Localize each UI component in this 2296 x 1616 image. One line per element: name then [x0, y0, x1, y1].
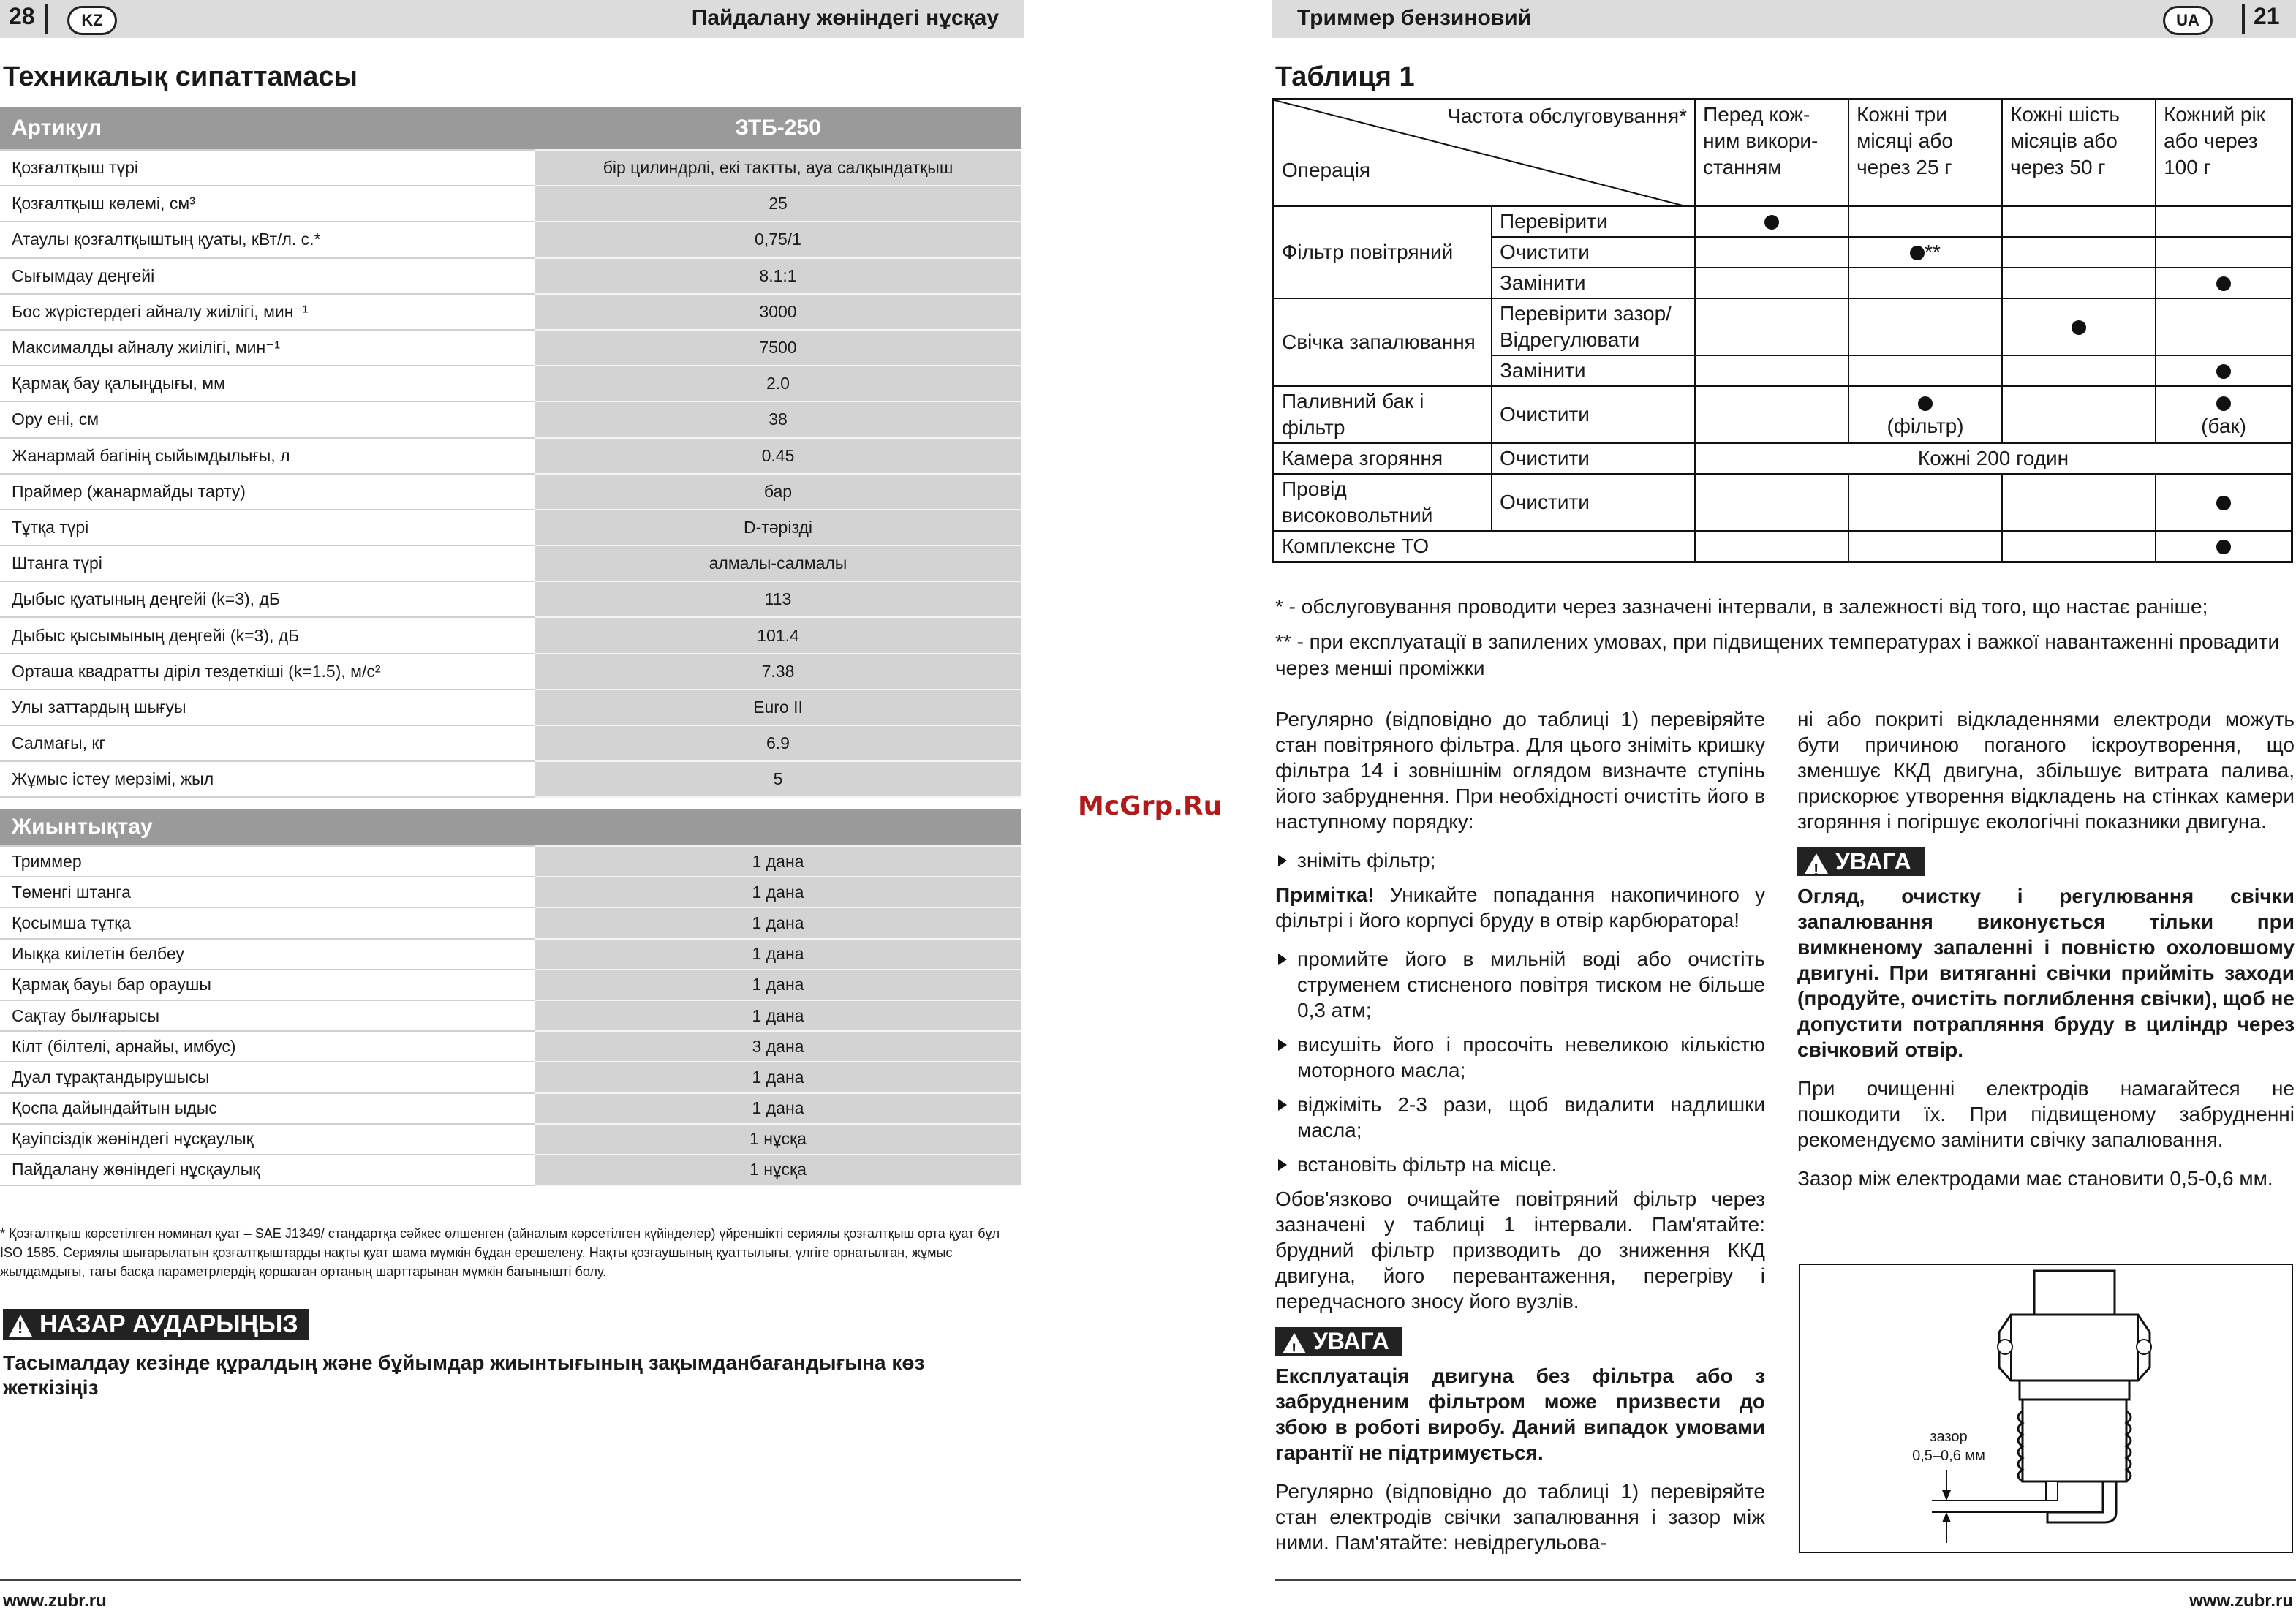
row-label: Пайдалану жөніндегі нұсқаулық	[0, 1155, 535, 1185]
spec-header-value: ЗТБ-250	[535, 107, 1021, 150]
row-label: Кілт (білтелі, арнайы, имбус)	[0, 1031, 535, 1062]
table-row	[0, 654, 1021, 690]
row-label: Қозғалтқыш көлемі, см³	[0, 186, 535, 222]
chamber-interval: Кожні 200 годин	[1695, 443, 2292, 474]
row-value: 1 дана	[535, 907, 1021, 938]
mark-cell	[1848, 237, 2002, 268]
row-label: Дыбыс қуатының деңгейі (k=3), дБ	[0, 581, 535, 617]
row-label-service: Комплексне ТО	[1274, 531, 1696, 562]
header-title: Триммер бензиновий	[1297, 6, 1532, 30]
kit-header-row	[0, 809, 1021, 846]
row-value: алмалы-салмалы	[535, 545, 1021, 581]
row-label: Штанга түрі	[0, 545, 535, 581]
col-yearly: Кожний рік або через 100 г	[2156, 99, 2292, 206]
table-row	[1274, 443, 2292, 474]
op-check: Перевірити	[1492, 206, 1695, 237]
mark-cell	[1695, 206, 1848, 237]
website-link[interactable]: www.zubr.ru	[3, 1591, 107, 1611]
row-value: 1 дана	[535, 846, 1021, 877]
spark-plug-figure	[1799, 1264, 2293, 1553]
note-text: Уникайте попадання накопичиного у фільтрі і його корпусі бруду в отвір карбюратора!	[1275, 883, 1765, 932]
header-divider	[2242, 4, 2245, 34]
website-link[interactable]: www.zubr.ru	[2189, 1591, 2293, 1611]
warning-label	[3, 1309, 309, 1340]
warning-label-text: УВАГА	[1835, 848, 1911, 875]
table-row	[0, 877, 1021, 907]
table-row	[0, 581, 1021, 617]
col-three-months: Кожні три місяці або через 25 г	[1848, 99, 2002, 206]
row-label: Тұтқа түрі	[0, 510, 535, 545]
tank-note: (бак)	[2201, 414, 2246, 437]
table-title: Таблиця 1	[1275, 61, 1415, 92]
table-row	[0, 761, 1021, 797]
note-single-star: * - обслуговування проводити через зазначені інтервали, в залежності від того, що настає раніше;	[1275, 595, 2208, 618]
text-column-1	[1275, 706, 1765, 1568]
table-row	[0, 1031, 1021, 1062]
row-label: Праймер (жанармайды тарту)	[0, 474, 535, 510]
row-value: бір цилиндрлі, екі тактты, ауа салқындатқыш	[535, 150, 1021, 186]
paragraph: При очищенні електродів намагайтеся не пошкодити їх. При підвищеному забрудненні рекомендуємо замінити свічку запалювання.	[1797, 1077, 2295, 1151]
row-label-air-filter: Фільтр повітряний	[1274, 206, 1492, 298]
kit-table	[0, 809, 1021, 1186]
note-paragraph	[1275, 882, 1765, 933]
row-label: Дуал тұрақтандырушысы	[0, 1062, 535, 1092]
row-label: Улы заттардың шығуы	[0, 690, 535, 725]
row-value: 113	[535, 581, 1021, 617]
op-replace: Замінити	[1492, 355, 1695, 386]
row-value: 1 дана	[535, 1000, 1021, 1031]
warning-block	[3, 1309, 1019, 1400]
row-label-wire: Провід високовольтний	[1274, 474, 1492, 531]
warning-label	[1797, 847, 1925, 876]
row-label: Иыққа киілетін белбеу	[0, 939, 535, 970]
dot-mark	[2216, 496, 2231, 510]
op-clean: Очистити	[1492, 237, 1695, 268]
watermark: McGrp.Ru	[1078, 791, 1223, 821]
row-label-spark-plug: Свічка запалювання	[1274, 298, 1492, 386]
page-number: 21	[2254, 3, 2280, 29]
row-value: 6.9	[535, 725, 1021, 761]
right-header	[1272, 0, 2296, 38]
table-row	[0, 970, 1021, 1000]
op-replace: Замінити	[1492, 268, 1695, 298]
warning-text: Тасымалдау кезінде құралдың және бұйымдар жиынтығының зақымданбағандығына көз жеткізіңіз	[3, 1351, 925, 1399]
table-row	[0, 186, 1021, 222]
table-row	[0, 690, 1021, 725]
table-row	[1274, 298, 2292, 355]
row-label: Қозғалтқыш түрі	[0, 150, 535, 186]
table-row	[1274, 206, 2292, 237]
warning-text: Експлуатація двигуна без фільтра або з забрудненим фільтром може призвести до збою в роботі виробу. Даний випадок умовами гарантії не підтримується.	[1275, 1364, 1765, 1464]
row-label: Қармақ бау қалыңдығы, мм	[0, 366, 535, 401]
table-notes	[1275, 594, 2296, 681]
table-row	[0, 510, 1021, 545]
op-clean: Очистити	[1492, 386, 1695, 443]
row-value: 7500	[535, 330, 1021, 366]
language-badge: UA	[2163, 6, 2213, 35]
row-label: Сығымдау деңгейі	[0, 258, 535, 294]
filter-note: (фільтр)	[1887, 414, 1964, 437]
kit-header-label: Жиынтықтау	[0, 809, 535, 846]
table-row	[0, 1093, 1021, 1124]
gap-label-line2: 0,5–0,6 мм	[1912, 1448, 1985, 1464]
table-row	[0, 617, 1021, 653]
table-row	[0, 907, 1021, 938]
paragraph: Обов'язково очищайте повітряний фільтр через зазначені у таблиці 1 інтервали. Пам'ятайте: брудний фільтр призводить до зниження ККД двигуна, його перевантаження, перегріву і передчасного зносу його вузлів.	[1275, 1188, 1765, 1313]
list-item: промийте його в мильній воді або очистіть струменем стисненого повітря тиском не більше 0,3 атм;	[1275, 946, 1765, 1023]
double-star-note: **	[1925, 240, 1941, 263]
header-divider	[45, 4, 48, 34]
row-value: 1 дана	[535, 877, 1021, 907]
row-label: Қоспа дайындайтын ыдыс	[0, 1093, 535, 1124]
row-label: Бос жүрістердегі айналу жиілігі, мин⁻¹	[0, 294, 535, 330]
header-diagonal-cell	[1274, 99, 1696, 206]
footnote: * Қозғалтқыш көрсетілген номинал қуат – SAE J1349/ стандартқа сәйкес өлшенген (айналым көрсетілген күйінделер) үйреншікті сериялы қозғалтқыш орта қуат бұл ISO 1585. Сериялы шығарылатын қозғалтқыштарды нақты қуат шама мүмкін бұдан ерешеленy. Нақты қозғаушының қуаттылығы, үлгіге орнатылған, жұмыс жылдамдығы, тағы басқа параметрлердің қоршаған ортаның шарттарынан мүмкін бағыныштi болу.	[0, 1226, 1000, 1279]
table-row	[1274, 474, 2292, 531]
row-label: Ору ені, см	[0, 401, 535, 437]
dot-mark	[1918, 396, 1933, 411]
table-row	[1274, 531, 2292, 562]
spark-plug-drawing	[1800, 1265, 2292, 1552]
row-value: 101.4	[535, 617, 1021, 653]
dot-mark	[2216, 364, 2231, 379]
row-value: Euro II	[535, 690, 1021, 725]
op-clean: Очистити	[1492, 474, 1695, 531]
row-label: Дыбыс қысымының деңгейі (k=3), дБ	[0, 617, 535, 653]
row-label-chamber: Камера згоряння	[1274, 443, 1492, 474]
row-value: 0.45	[535, 438, 1021, 474]
section-title: Техникалық сипаттамасы	[3, 61, 358, 92]
warning-label-text: УВАГА	[1313, 1328, 1389, 1354]
kit-header-value	[535, 809, 1021, 846]
dot-mark	[2216, 540, 2231, 554]
paragraph: Регулярно (відповідно до таблиці 1) перевіряйте стан електродів свічки запалювання і зазор між ними. Пам'ятайте: невідрегульова-	[1275, 1480, 1765, 1554]
warning-icon	[1805, 853, 1828, 874]
row-label: Атаулы қозғалтқыштың қуаты, кВт/л. с.*	[0, 222, 535, 257]
row-label: Жұмыс істеу мерзімі, жыл	[0, 761, 535, 797]
mark-cell	[2156, 386, 2292, 443]
table-row	[0, 222, 1021, 257]
table-row	[0, 1062, 1021, 1092]
paragraph: Зазор між електродами має становити 0,5-0,6 мм.	[1797, 1167, 2273, 1190]
note-label: Примітка!	[1275, 883, 1375, 906]
row-value: 2.0	[535, 366, 1021, 401]
row-value: 1 нұсқа	[535, 1124, 1021, 1155]
table-row	[0, 438, 1021, 474]
text-column-2	[1797, 706, 2295, 1204]
table-row	[0, 1124, 1021, 1155]
paragraph: Регулярно (відповідно до таблиці 1) перевіряйте стан повітряного фільтра. Для цього зніміть кришку фільтра 14 і зовнішнім оглядом визначте ступінь його забруднення. При необхідності очистіть його в наступному порядку:	[1275, 708, 1765, 833]
row-value: 3 дана	[535, 1031, 1021, 1062]
table-row	[0, 258, 1021, 294]
row-value: 1 дана	[535, 970, 1021, 1000]
row-value: 1 дана	[535, 1062, 1021, 1092]
language-badge: KZ	[67, 6, 117, 35]
row-label: Қосымша тұтқа	[0, 907, 535, 938]
right-page	[1272, 0, 2296, 1616]
row-value: 3000	[535, 294, 1021, 330]
list-item: віджіміть 2-3 рази, щоб видалити надлишки масла;	[1275, 1092, 1765, 1143]
mark-cell	[1848, 386, 2002, 443]
row-label: Қауіпсіздік жөніндегі нұсқаулық	[0, 1124, 535, 1155]
mark-cell	[2156, 531, 2292, 562]
row-label: Төменгі штанга	[0, 877, 535, 907]
warning-icon	[1283, 1333, 1306, 1353]
row-value: 1 дана	[535, 1093, 1021, 1124]
row-value: 5	[535, 761, 1021, 797]
table-header-row	[1274, 99, 2292, 206]
table-row	[0, 939, 1021, 970]
table-row	[0, 725, 1021, 761]
row-value: 38	[535, 401, 1021, 437]
row-value: 7.38	[535, 654, 1021, 690]
operation-label: Операція	[1282, 158, 1371, 181]
row-value: 25	[535, 186, 1021, 222]
table-row	[0, 474, 1021, 510]
col-six-months: Кожні шість місяців або через 50 г	[2002, 99, 2156, 206]
left-page	[0, 0, 1024, 1616]
warning-text: Огляд, очистку і регулювання свічки запалювання виконується тільки при вимкненому запаленні і повністю охоловшому двигуні. При витяганні свічки прийміть заходи (продуйте, очистіть поглиблення свічки), щоб не допустити потрапляння бруду в циліндр через свічковий отвір.	[1797, 885, 2295, 1061]
spec-table	[0, 107, 1021, 798]
row-value: 1 дана	[535, 939, 1021, 970]
list-item: зніміть фільтр;	[1275, 847, 1765, 873]
row-value: 8.1:1	[535, 258, 1021, 294]
dot-mark	[2216, 396, 2231, 411]
dot-mark	[2072, 320, 2086, 335]
row-value: 1 нұсқа	[535, 1155, 1021, 1185]
row-label-fuel-tank: Паливний бак і фільтр	[1274, 386, 1492, 443]
footer-rule	[0, 1579, 1021, 1581]
row-label: Максималды айналу жиілігі, мин⁻¹	[0, 330, 535, 366]
table-row	[0, 401, 1021, 437]
table-row	[0, 294, 1021, 330]
spec-header-label: Артикул	[0, 107, 535, 150]
row-label: Салмағы, кг	[0, 725, 535, 761]
row-value: бар	[535, 474, 1021, 510]
header-title: Пайдалану жөніндегі нұсқау	[691, 6, 999, 30]
list-item: встановіть фільтр на місце.	[1275, 1152, 1765, 1177]
row-value: 0,75/1	[535, 222, 1021, 257]
op-clean: Очистити	[1492, 443, 1695, 474]
warning-label	[1275, 1327, 1402, 1356]
row-label: Жанармай багінің сыйымдылығы, л	[0, 438, 535, 474]
row-label: Орташа квадратты діріл тездеткіші (k=1.5), м/с²	[0, 654, 535, 690]
mark-cell	[2156, 268, 2292, 298]
row-value: D-тәрізді	[535, 510, 1021, 545]
row-label: Сақтау былғарысы	[0, 1000, 535, 1031]
table-row	[0, 366, 1021, 401]
table-row	[0, 1000, 1021, 1031]
table-row	[0, 545, 1021, 581]
page-number: 28	[9, 3, 35, 29]
list-item: висушіть його і просочіть невеликою кількістю моторного масла;	[1275, 1032, 1765, 1083]
frequency-label: Частота обслуговування*	[1447, 105, 1688, 127]
mark-cell	[2002, 298, 2156, 355]
warning-icon	[9, 1315, 32, 1337]
table-row	[0, 150, 1021, 186]
table-row	[0, 846, 1021, 877]
table-row	[0, 330, 1021, 366]
table-row	[0, 1155, 1021, 1185]
dot-mark	[1910, 246, 1925, 260]
mark-cell	[2156, 474, 2292, 531]
gap-label-line1: зазор	[1930, 1429, 1968, 1445]
row-label: Қармақ бауы бар ораушы	[0, 970, 535, 1000]
gap-label	[1901, 1427, 1996, 1465]
note-double-star: ** - при експлуатації в запилених умовах, при підвищених температурах і важкої навантаженні провадити через менші проміжки	[1275, 630, 2280, 679]
spec-header-row	[0, 107, 1021, 150]
table-row	[1274, 386, 2292, 443]
footer-rule	[1275, 1579, 2296, 1581]
op-check-gap: Перевірити зазор/ Відрегулювати	[1492, 298, 1695, 355]
mark-cell	[2156, 355, 2292, 386]
dot-mark	[2216, 276, 2231, 291]
maintenance-table	[1272, 98, 2293, 563]
warning-label-text: НАЗАР АУДАРЫҢЫЗ	[39, 1310, 298, 1338]
paragraph: ні або покриті відкладеннями електроди можуть бути причиною поганого іскроутворення, що зменшує ККД двигуна, збільшує витрата палива, прискорює утворення відкладень на стінках камери згоряння і погіршує екологічні показники двигуна.	[1797, 708, 2295, 833]
row-label: Триммер	[0, 846, 535, 877]
col-before-each-use: Перед кож-ним викори-станням	[1695, 99, 1848, 206]
left-header	[0, 0, 1024, 38]
dot-mark	[1764, 215, 1779, 230]
